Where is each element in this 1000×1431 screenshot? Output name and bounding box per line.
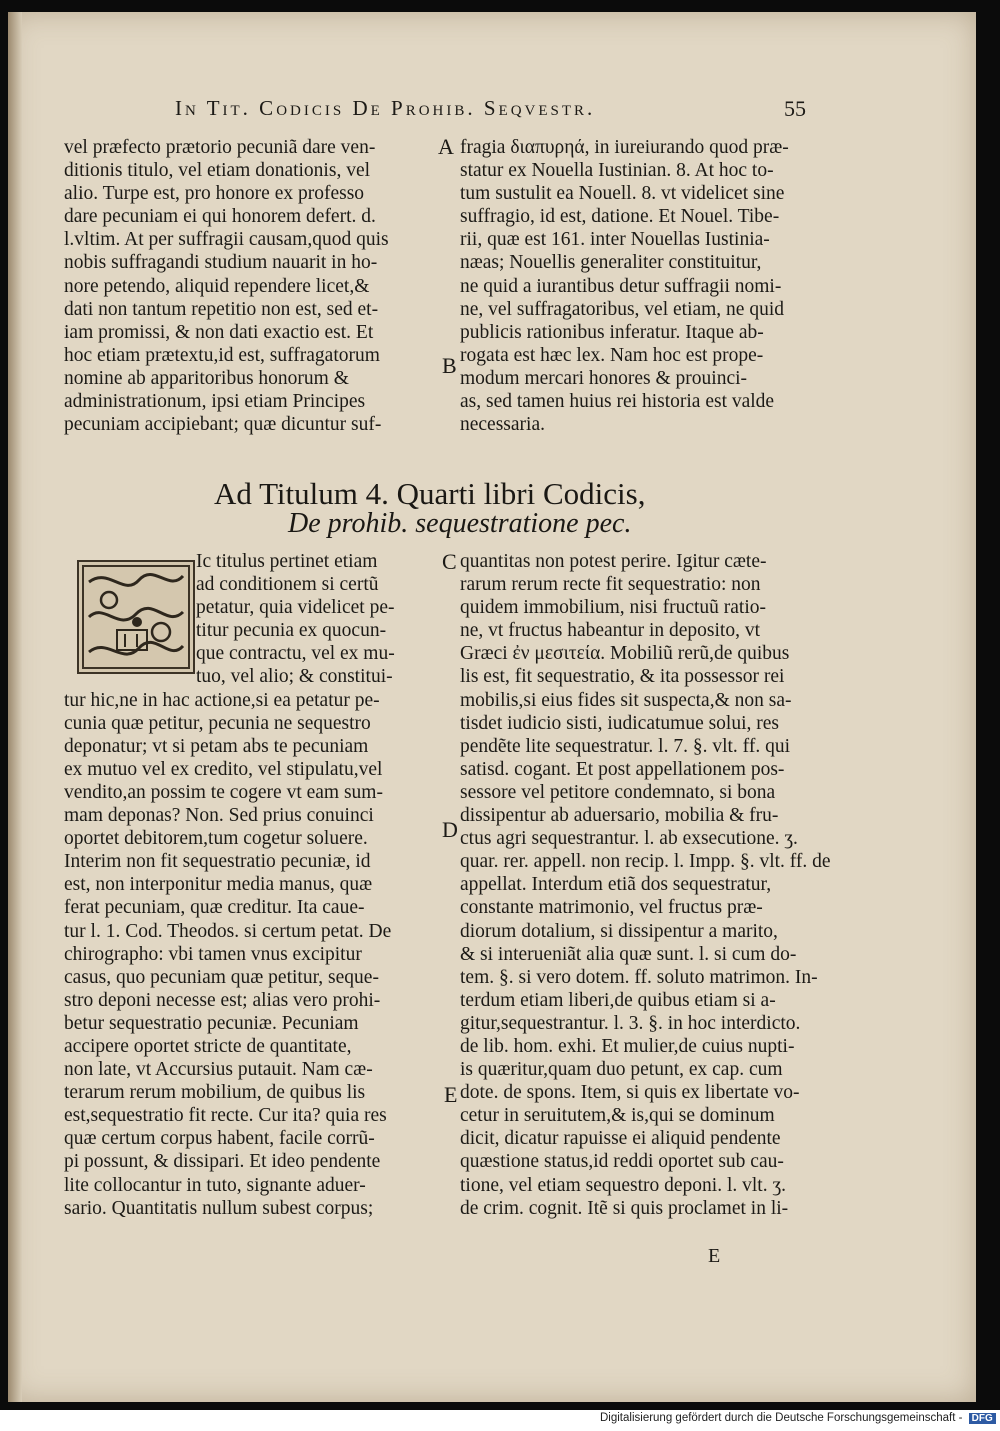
margin-letter-a: A <box>438 134 454 159</box>
footer-credit <box>600 1412 995 1428</box>
catchword: E <box>708 1245 721 1267</box>
text-line: suffragio, id est, datione. Et Nouel. Tibe- <box>460 206 780 228</box>
text-line: deponatur; vt si petam abs te pecuniam <box>64 735 369 757</box>
text-line: constante matrimonio, vel fructus præ- <box>460 897 763 919</box>
text-line: appellat. Interdum etiã dos sequestratur, <box>460 874 772 896</box>
text-line: administrationum, ipsi etiam Principes <box>64 391 366 413</box>
text-line: alio. Turpe est, pro honore ex professo <box>64 183 365 205</box>
text-line: publicis rationibus inferatur. Itaque ab- <box>460 321 764 343</box>
text-line: pi possunt, & dissipari. Et ideo pendente <box>64 1151 381 1173</box>
text-line: casus, quo pecuniam quæ petitur, seque- <box>64 966 379 988</box>
text-line: tum sustulit ea Nouell. 8. vt videlicet sine <box>460 183 785 205</box>
text-line: dare pecuniam ei qui honorem defert. d. <box>64 206 376 228</box>
text-line: est,sequestratio fit recte. Cur ita? quia res <box>64 1105 387 1127</box>
text-line: lite collocantur in tuto, signante aduer- <box>64 1174 366 1196</box>
text-line: tione, vel etiam sequestro deponi. l. vlt. ʒ. <box>460 1174 787 1196</box>
margin-letter-b: B <box>442 353 457 378</box>
text-line: rii, quæ est 161. inter Nouellas Iustinia- <box>460 229 770 251</box>
text-line: dicit, dicatur rapuisse ei aliquid pendente <box>460 1128 781 1150</box>
text-line: ex mutuo vel ex credito, vel stipulatu,vel <box>64 758 383 780</box>
margin-letter-d: D <box>442 817 458 842</box>
top-left-column <box>64 136 434 436</box>
text-line: ditionis titulo, vel etiam donationis, vel <box>64 160 371 182</box>
text-line: & si interueniãt alia quæ sunt. l. si cum do- <box>460 943 797 965</box>
bottom-left-column <box>64 689 434 1220</box>
text-line: tem. §. si vero dotem. ff. soluto matrimon. In- <box>460 966 818 988</box>
section-title: Ad Titulum 4. Quarti libri Codicis, <box>214 476 646 511</box>
text-line: Interim non fit sequestratio pecuniæ, id <box>64 851 371 873</box>
text-line: ne quid a iurantibus detur suffragii nomi- <box>460 275 782 297</box>
text-line: dissipentur ab aduersario, mobilia & fru- <box>460 805 779 827</box>
text-line: rarum rerum recte fit sequestratio: non <box>460 574 761 596</box>
footer-text: Digitalisierung gefördert durch die Deutsche Forschungsgemeinschaft - <box>600 1412 963 1424</box>
text-line: iam promissi, & non dati exactio est. Et <box>64 321 374 343</box>
dfg-logo: DFG <box>969 1413 996 1424</box>
text-line: dati non tantum repetitio non est, sed et- <box>64 298 379 320</box>
text-line: tur l. 1. Cod. Theodos. si certum petat. De <box>64 920 392 942</box>
text-line: quantitas non potest perire. Igitur cæte- <box>460 551 767 572</box>
bottom-left-column-indented <box>196 550 436 689</box>
text-line: tur hic,ne in hac actione,si ea petatur pe- <box>64 689 380 711</box>
text-line: betur sequestratio pecuniæ. Pecuniam <box>64 1012 359 1034</box>
text-line: nore petendo, aliquid rependere licet,& <box>64 275 370 297</box>
text-line: quæstione status,id reddi oportet sub cau- <box>460 1151 784 1173</box>
text-line: modum mercari honores & prouinci- <box>460 367 748 389</box>
text-line: de crim. cognit. Itẽ si quis proclamet in li- <box>460 1197 789 1219</box>
text-line: statur ex Nouella Iustinian. 8. At hoc to- <box>460 160 774 182</box>
text-line: quidem immobilium, nisi fructuũ ratio- <box>460 597 767 619</box>
text-line: satisd. cogant. Et post appellationem pos- <box>460 758 785 780</box>
text-line: titur pecunia ex quocun- <box>196 620 387 642</box>
bottom-right-column <box>460 550 831 1220</box>
text-line: terdum etiam liberi,de quibus etiam si a- <box>460 989 776 1011</box>
text-line: tuo, vel alio; & constitui- <box>196 666 393 688</box>
text-line: chirographo: vbi tamen vnus excipitur <box>64 943 362 965</box>
running-head: In Tit. Codicis De Prohib. Seqvestr. <box>175 96 596 120</box>
text-line: gitur,sequestrantur. l. 3. §. in hoc interdicto. <box>460 1012 801 1034</box>
text-line: dote. de spons. Item, si quis ex libertate vo- <box>460 1082 800 1104</box>
text-line: cunia quæ petitur, pecunia ne sequestro <box>64 712 371 734</box>
text-line: lis est, fit sequestratio, & ita possessor rei <box>460 666 785 688</box>
text-line: is quæritur,quam duo petunt, ex cap. cum <box>460 1059 783 1081</box>
text-line: næas; Nouellis generaliter constituitur, <box>460 252 762 274</box>
text-line: sessore vel petitore condemnato, si bona <box>460 781 776 803</box>
top-right-column <box>460 136 818 436</box>
text-line: Græci ἐν μεσιτεία. Mobiliũ rerũ,de quibus <box>460 643 790 665</box>
text-line: terarum rerum mobilium, de quibus lis <box>64 1082 366 1104</box>
text-line: non late, vt Accursius putauit. Nam cæ- <box>64 1059 373 1081</box>
page-number: 55 <box>784 96 806 121</box>
text-line: necessaria. <box>460 414 545 436</box>
text-line: ctus agri sequestrantur. l. ab exsecutione. ʒ. <box>460 828 798 850</box>
text-line: petatur, quia videlicet pe- <box>196 597 395 619</box>
text-line: as, sed tamen huius rei historia est valde <box>460 391 775 413</box>
text-line: pecuniam accipiebant; quæ dicuntur suf- <box>64 414 382 436</box>
margin-letter-c: C <box>442 549 457 574</box>
text-line: vendito,an possim te cogere vt eam sum- <box>64 781 383 803</box>
text-line: est, non interponitur media manus, quæ <box>64 874 373 896</box>
text-line: hoc etiam prætextu,id est, suffragatorum <box>64 344 380 366</box>
text-line: nobis suffragandi studium nauarit in ho- <box>64 252 378 274</box>
text-line: oportet debitorem,tum cogetur soluere. <box>64 828 368 850</box>
text-line: tisdet iudicio sisti, iudicatumue solui, res <box>460 712 780 734</box>
text-line: pendẽte lite sequestratur. l. 7. §. vlt. ff. qui <box>460 735 790 757</box>
ornament-icon <box>79 562 193 672</box>
text-line: l.vltim. At per suffragii causam,quod quis <box>64 229 389 251</box>
text-line: quæ certum corpus habent, facile corrũ- <box>64 1128 375 1150</box>
text-line: que contractu, vel ex mu- <box>196 643 395 665</box>
text-line: ne, vel suffragatoribus, vel etiam, ne quid <box>460 298 785 320</box>
text-line: sario. Quantitatis nullum subest corpus; <box>64 1197 374 1219</box>
text-line: vel præfecto prætorio pecuniã dare ven- <box>64 137 376 158</box>
text-line: ad conditionem si certũ <box>196 574 379 596</box>
margin-letter-e: E <box>444 1082 458 1107</box>
decorated-initial-h <box>77 560 195 674</box>
text-line: Ic titulus pertinet etiam <box>196 551 378 572</box>
text-line: nomine ab apparitoribus honorum & <box>64 367 349 389</box>
text-line: stro deponi necesse est; alias vero prohi- <box>64 989 381 1011</box>
text-line: cetur in seruitutem,& is,qui se dominum <box>460 1105 775 1127</box>
text-line: diorum dotalium, si dissipentur a marito, <box>460 920 778 942</box>
text-line: mam deponas? Non. Sed prius conuinci <box>64 805 374 827</box>
text-line: de lib. hom. exhi. Et mulier,de cuius nupti- <box>460 1035 795 1057</box>
text-line: mobilis,si eius fides sit suspecta,& non sa- <box>460 689 792 711</box>
text-line: quar. rer. appell. non recip. l. Impp. §. vlt. ff. de <box>460 851 831 873</box>
text-line: ferat pecuniam, quæ creditur. Ita caue- <box>64 897 365 919</box>
text-line: fragia διαπυρηά, in iureiurando quod præ- <box>460 137 789 158</box>
text-line: accipere oportet stricte de quantitate, <box>64 1036 352 1057</box>
text-line: ne, vt fructus habeantur in deposito, vt <box>460 620 761 642</box>
section-subtitle: De prohib. sequestratione pec. <box>288 508 632 539</box>
text-line: rogata est hæc lex. Nam hoc est prope- <box>460 344 764 366</box>
